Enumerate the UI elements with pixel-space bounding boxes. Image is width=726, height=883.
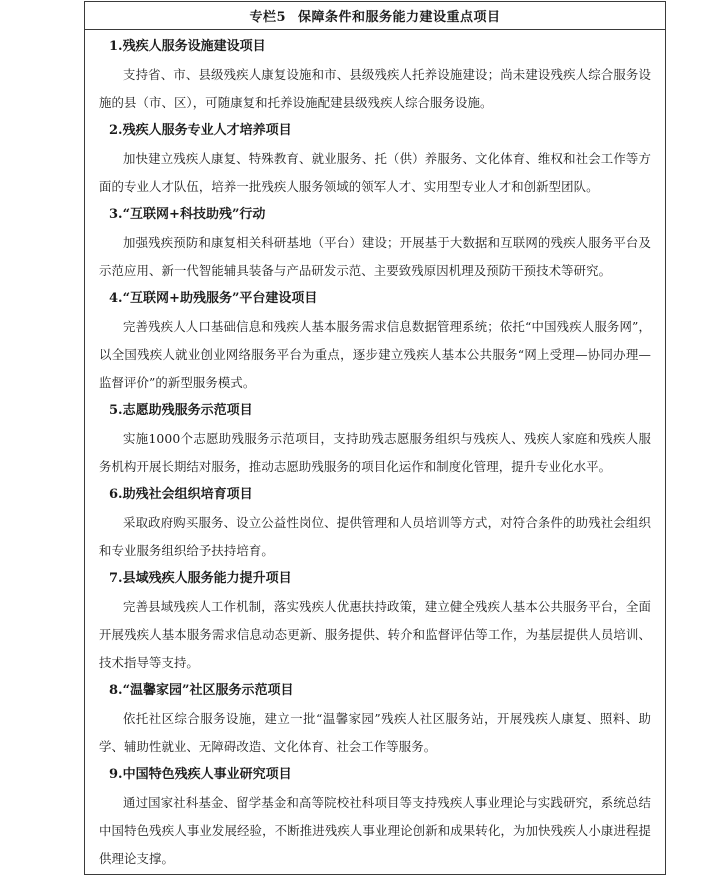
project-description: 依托社区综合服务设施，建立一批“温馨家园”残疾人社区服务站，开展残疾人康复、照料、助学、辅助性就业、无障碍改造、文化体育、社会工作等服务。 xyxy=(99,711,651,754)
project-item-1 xyxy=(99,33,651,117)
project-title: 4.“互联网+助残服务”平台建设项目 xyxy=(109,291,318,306)
panel-tag: 专栏5 xyxy=(249,10,287,25)
project-title: 9.中国特色残疾人事业研究项目 xyxy=(109,767,292,782)
project-title: 3.“互联网+科技助残”行动 xyxy=(109,207,266,222)
project-item-4 xyxy=(99,285,651,397)
panel-header xyxy=(85,2,665,30)
project-description: 实施1000个志愿助残服务示范项目，支持助残志愿服务组织与残疾人、残疾人家庭和残疾人服务机构开展长期结对服务，推动志愿助残服务的项目化运作和制度化管理，提升专业化水平。 xyxy=(99,431,651,474)
project-description: 完善县域残疾人工作机制，落实残疾人优惠扶持政策，建立健全残疾人基本公共服务平台，全面开展残疾人基本服务需求信息动态更新、服务提供、转介和监督评估等工作，为基层提供人员培训、技术指导等支持。 xyxy=(99,599,651,670)
project-description: 加强残疾预防和康复相关科研基地（平台）建设；开展基于大数据和互联网的残疾人服务平台及示范应用、新一代智能辅具装备与产品研发示范、主要致残原因机理及预防干预技术等研究。 xyxy=(99,235,651,278)
project-item-7 xyxy=(99,565,651,677)
project-title: 1.残疾人服务设施建设项目 xyxy=(109,39,266,54)
project-description: 加快建立残疾人康复、特殊教育、就业服务、托（供）养服务、文化体育、维权和社会工作等方面的专业人才队伍，培养一批残疾人服务领域的领军人才、实用型专业人才和创新型团队。 xyxy=(99,151,651,194)
project-title: 2.残疾人服务专业人才培养项目 xyxy=(109,123,292,138)
project-item-9 xyxy=(99,761,651,873)
project-description: 支持省、市、县级残疾人康复设施和市、县级残疾人托养设施建设；尚未建设残疾人综合服务设施的县（市、区），可随康复和托养设施配建县级残疾人综合服务设施。 xyxy=(99,67,651,110)
project-description: 采取政府购买服务、设立公益性岗位、提供管理和人员培训等方式，对符合条件的助残社会组织和专业服务组织给予扶持培育。 xyxy=(99,515,651,558)
project-title: 8.“温馨家园”社区服务示范项目 xyxy=(109,683,294,698)
project-title: 6.助残社会组织培育项目 xyxy=(109,487,253,502)
project-title: 7.县域残疾人服务能力提升项目 xyxy=(109,571,292,586)
project-title: 5.志愿助残服务示范项目 xyxy=(109,403,253,418)
panel-content xyxy=(85,30,665,873)
project-item-2 xyxy=(99,117,651,201)
project-item-8 xyxy=(99,677,651,761)
panel-title: 保障条件和服务能力建设重点项目 xyxy=(298,10,501,25)
project-item-3 xyxy=(99,201,651,285)
project-panel xyxy=(84,1,666,875)
project-item-6 xyxy=(99,481,651,565)
project-description: 通过国家社科基金、留学基金和高等院校社科项目等支持残疾人事业理论与实践研究，系统总结中国特色残疾人事业发展经验，不断推进残疾人事业理论创新和成果转化，为加快残疾人小康进程提供理论支撑。 xyxy=(99,795,651,866)
project-description: 完善残疾人人口基础信息和残疾人基本服务需求信息数据管理系统；依托“中国残疾人服务网”，以全国残疾人就业创业网络服务平台为重点，逐步建立残疾人基本公共服务“网上受理—协同办理—监督评价”的新型服务模式。 xyxy=(99,319,651,390)
project-item-5 xyxy=(99,397,651,481)
